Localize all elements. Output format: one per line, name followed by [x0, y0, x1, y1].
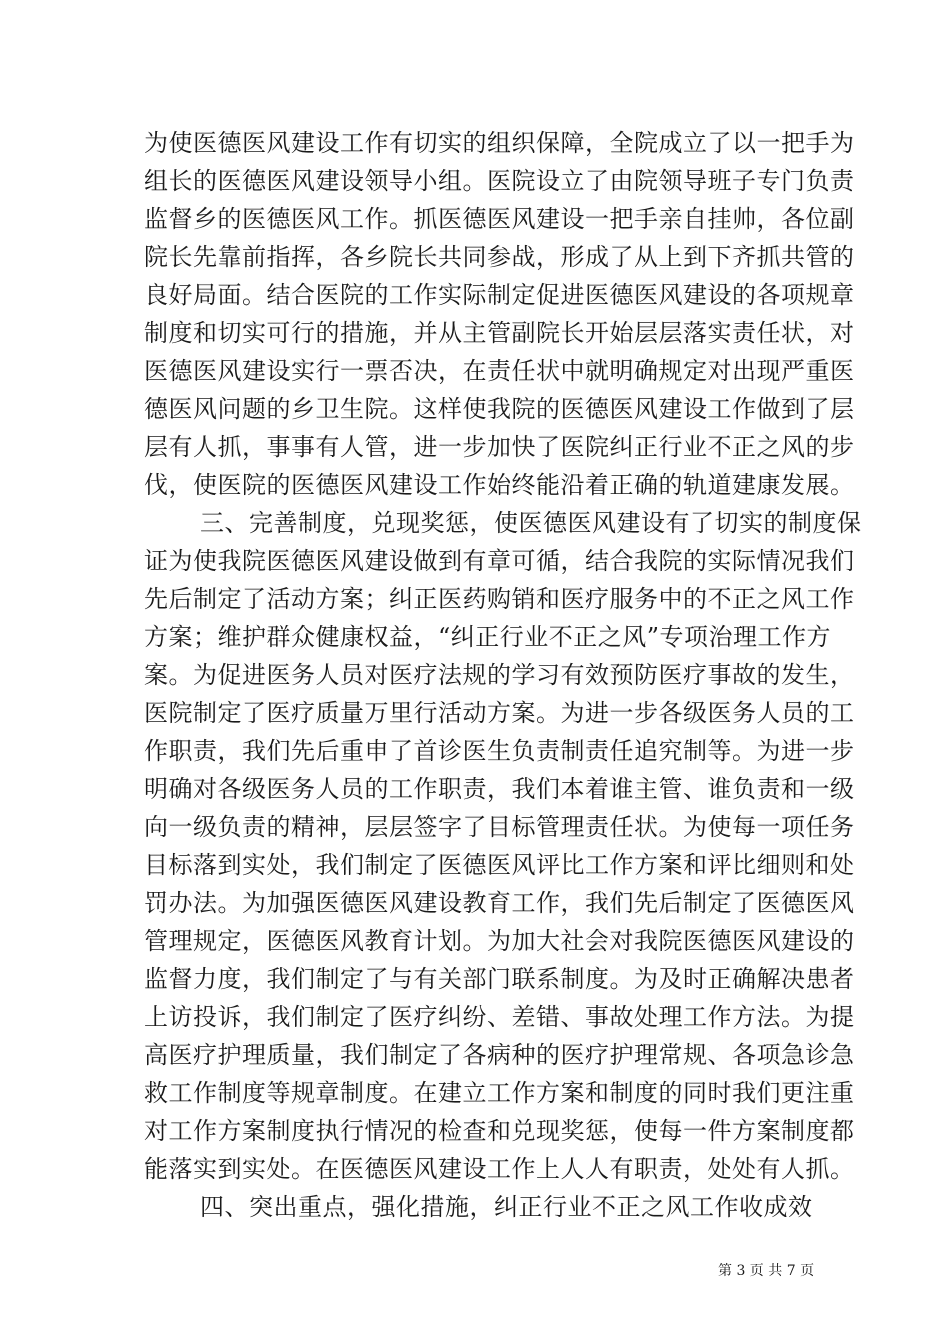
text-line: 监督乡的医德医风工作。抓医德医风建设一把手亲自挂帅，各位副 [144, 205, 855, 233]
text-line: 管理规定，医德医风教育计划。为加大社会对我院医德医风建设的 [144, 927, 855, 955]
text-line: 方案；维护群众健康权益，“纠正行业不正之风”专项治理工作方 [144, 623, 832, 651]
text-line: 组长的医德医风建设领导小组。医院设立了由院领导班子专门负责 [144, 167, 855, 195]
text-line: 对工作方案制度执行情况的检查和兑现奖惩，使每一件方案制度都 [144, 1117, 855, 1145]
text-line: 为使医德医风建设工作有切实的组织保障，全院成立了以一把手为 [144, 129, 855, 157]
text-line: 层有人抓，事事有人管，进一步加快了医院纠正行业不正之风的步 [144, 433, 855, 461]
text-line: 证为使我院医德医风建设做到有章可循，结合我院的实际情况我们 [144, 547, 855, 575]
text-line: 医院制定了医疗质量万里行活动方案。为进一步各级医务人员的工 [144, 699, 855, 727]
text-line: 伐，使医院的医德医风建设工作始终能沿着正确的轨道建康发展。 [144, 471, 855, 499]
text-line: 向一级负责的精神，层层签字了目标管理责任状。为使每一项任务 [144, 813, 855, 841]
text-line: 良好局面。结合医院的工作实际制定促进医德医风建设的各项规章 [144, 281, 855, 309]
text-line: 案。为促进医务人员对医疗法规的学习有效预防医疗事故的发生， [144, 661, 855, 689]
text-line: 明确对各级医务人员的工作职责，我们本着谁主管、谁负责和一级 [144, 775, 855, 803]
text-line: 目标落到实处，我们制定了医德医风评比工作方案和评比细则和处 [144, 851, 855, 879]
section-heading-4: 四、突出重点，强化措施，纠正行业不正之风工作收成效 [200, 1193, 813, 1221]
section-heading-3: 三、完善制度，兑现奖惩，使医德医风建设有了切实的制度保 [200, 509, 862, 537]
text-line: 作职责，我们先后重申了首诊医生负责制责任追究制等。为进一步 [144, 737, 855, 765]
text-line: 上访投诉，我们制定了医疗纠纷、差错、事故处理工作方法。为提 [144, 1003, 855, 1031]
text-line: 监督力度，我们制定了与有关部门联系制度。为及时正确解决患者 [144, 965, 855, 993]
page-number: 第 3 页 共 7 页 [718, 1263, 815, 1279]
text-line: 能落实到实处。在医德医风建设工作上人人有职责，处处有人抓。 [144, 1155, 855, 1183]
text-line: 医德医风建设实行一票否决，在责任状中就明确规定对出现严重医 [144, 357, 855, 385]
text-line: 先后制定了活动方案；纠正医药购销和医疗服务中的不正之风工作 [144, 585, 855, 613]
text-line: 制度和切实可行的措施，并从主管副院长开始层层落实责任状，对 [144, 319, 855, 347]
text-line: 救工作制度等规章制度。在建立工作方案和制度的同时我们更注重 [144, 1079, 855, 1107]
text-line: 罚办法。为加强医德医风建设教育工作，我们先后制定了医德医风 [144, 889, 855, 917]
text-line: 院长先靠前指挥，各乡院长共同参战，形成了从上到下齐抓共管的 [144, 243, 855, 271]
text-line: 德医风问题的乡卫生院。这样使我院的医德医风建设工作做到了层 [144, 395, 855, 423]
text-line: 高医疗护理质量，我们制定了各病种的医疗护理常规、各项急诊急 [144, 1041, 855, 1069]
